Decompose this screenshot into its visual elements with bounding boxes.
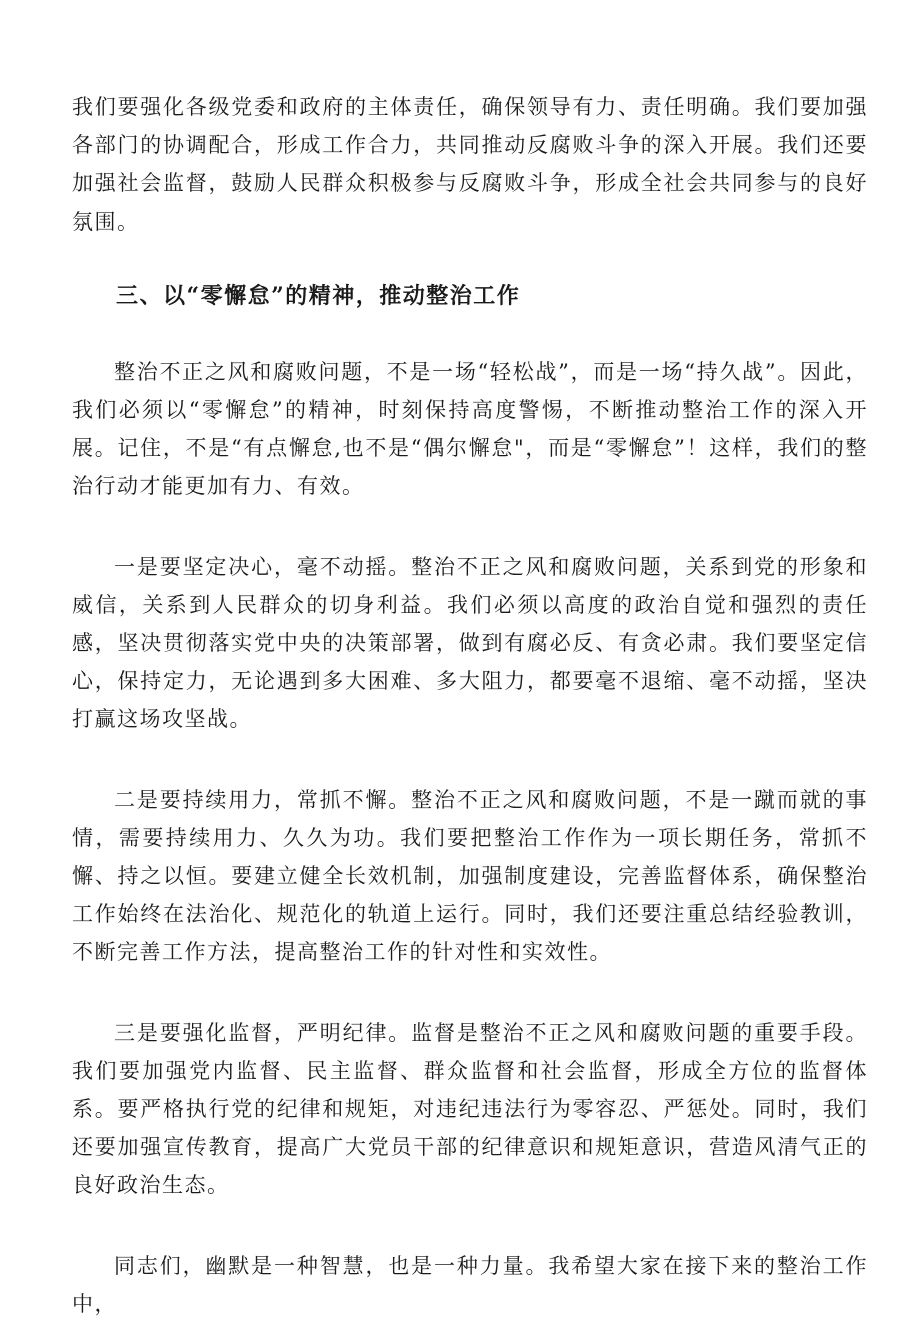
- paragraph-gap: [72, 315, 868, 353]
- paragraph-gap: [72, 972, 868, 1014]
- section-heading-zero-slack: 三、以“零懈怠”的精神，推动整治工作: [116, 282, 521, 309]
- paragraph-social-supervision: 我们要强化各级党委和政府的主体责任，确保领导有力、责任明确。我们要加强各部门的协调配合，形成工作合力，共同推动反腐败斗争的深入开展。我们还要加强社会监督，鼓励人民群众积极参与反腐败斗争，形成全社会共同参与的良好氛围。: [72, 95, 868, 234]
- paragraph-gap: [72, 506, 868, 548]
- paragraph-gap: [72, 241, 868, 277]
- paragraph-strengthen-supervision: 三是要强化监督，严明纪律。监督是整治不正之风和腐败问题的重要手段。我们要加强党内监督、民主监督、群众监督和社会监督，形成全方位的监督体系。要严格执行党的纪律和规矩，对违纪违法行为零容忍、严惩处。同时，我们还要加强宣传教育，提高广大党员干部的纪律意识和规矩意识，营造风清气正的良好政治生态。: [72, 1020, 868, 1198]
- paragraph-gap: [72, 739, 868, 781]
- paragraph-closing-remarks: 同志们，幽默是一种智慧，也是一种力量。我希望大家在接下来的整治工作中，: [72, 1253, 868, 1316]
- paragraph-protracted-war: 整治不正之风和腐败问题，不是一场“轻松战”，而是一场“持久战”。因此，我们必须以“零懈怠”的精神，时刻保持高度警惕，不断推动整治工作的深入开展。记住，不是“有点懈怠,也不是“偶尔懈怠"，而是“零懈怠”！这样，我们的整治行动才能更加有力、有效。: [72, 359, 868, 499]
- document-body: [72, 88, 868, 1323]
- paragraph-sustained-effort: 二是要持续用力，常抓不懈。整治不正之风和腐败问题，不是一蹴而就的事情，需要持续用力、久久为功。我们要把整治工作作为一项长期任务，常抓不懈、持之以恒。要建立健全长效机制，加强制度建设，完善监督体系，确保整治工作始终在法治化、规范化的轨道上运行。同时，我们还要注重总结经验教训，不断完善工作方法，提高整治工作的针对性和实效性。: [72, 787, 868, 965]
- paragraph-firm-resolve: 一是要坚定决心，毫不动摇。整治不正之风和腐败问题，关系到党的形象和威信，关系到人民群众的切身利益。我们必须以高度的政治自觉和强烈的责任感，坚决贯彻落实党中央的决策部署，做到有腐必反、有贪必肃。我们要坚定信心，保持定力，无论遇到多大困难、多大阻力，都要毫不退缩、毫不动摇，坚决打赢这场攻坚战。: [72, 554, 868, 732]
- paragraph-gap: [72, 1205, 868, 1247]
